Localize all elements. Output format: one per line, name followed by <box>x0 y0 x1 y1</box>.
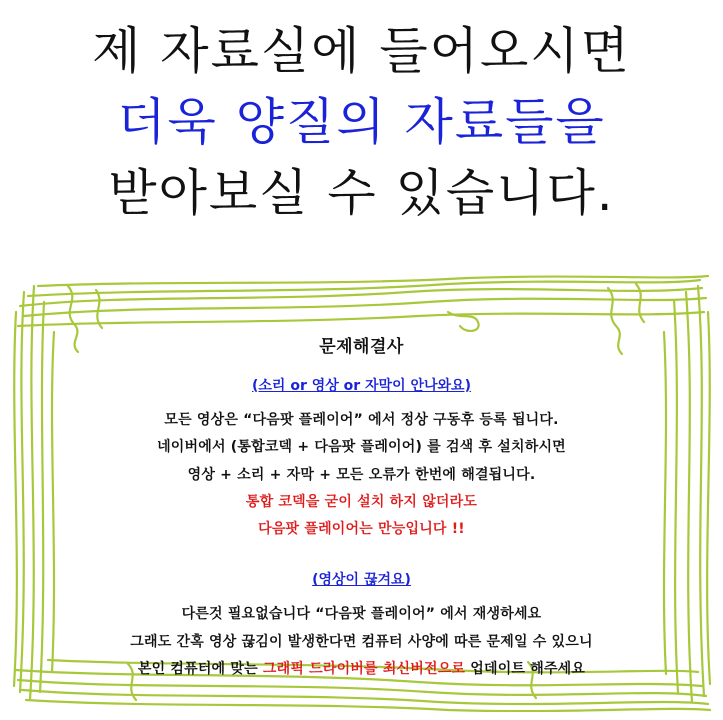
section2-final-line <box>48 656 675 683</box>
panel-title: 문제해결사 <box>319 337 404 357</box>
section-divider <box>48 543 675 569</box>
section2-question: (영상이 끊겨요) <box>312 572 411 589</box>
section2-line-2: 그래도 간혹 영상 끊김이 발생한다면 컴퓨터 사양에 따른 문제일 수 있으니 <box>130 633 593 650</box>
section1-emphasis-1: 통합 코덱을 굳이 설치 하지 않더라도 <box>245 493 478 510</box>
section1-line-3: 영상 + 소리 + 자막 + 모든 오류가 한번에 해결됩니다. <box>187 466 536 483</box>
section1-emphasis-2: 다음팟 플레이어는 만능입니다 !! <box>258 521 465 538</box>
section1-line-1: 모든 영상은 “다음팟 플레이어” 에서 정상 구동후 등록 됩니다. <box>164 412 559 428</box>
headline-line-3: 받아보실 수 있습니다. <box>108 164 615 222</box>
final-line-highlight: 그래픽 드라이버를 최신버전으로 <box>262 661 466 678</box>
headline-block <box>0 0 723 229</box>
final-line-post: 업데이트 해주세요 <box>465 661 586 678</box>
headline-line-1: 제 자료실에 들어오시면 <box>92 22 631 80</box>
final-line-pre: 본인 컴퓨터에 맞는 <box>137 661 263 678</box>
info-panel <box>8 272 715 712</box>
section1-question: (소리 or 영상 or 자막이 안나와요) <box>252 378 471 394</box>
headline-line-2: 더욱 양질의 자료들을 <box>117 93 606 151</box>
section1-line-2: 네이버에서 (통합코덱 + 다음팟 플레이어) 를 검색 후 설치하시면 <box>157 439 566 456</box>
section2-line-1: 다른것 필요없습니다 “다음팟 플레이어” 에서 재생하세요 <box>181 606 542 623</box>
